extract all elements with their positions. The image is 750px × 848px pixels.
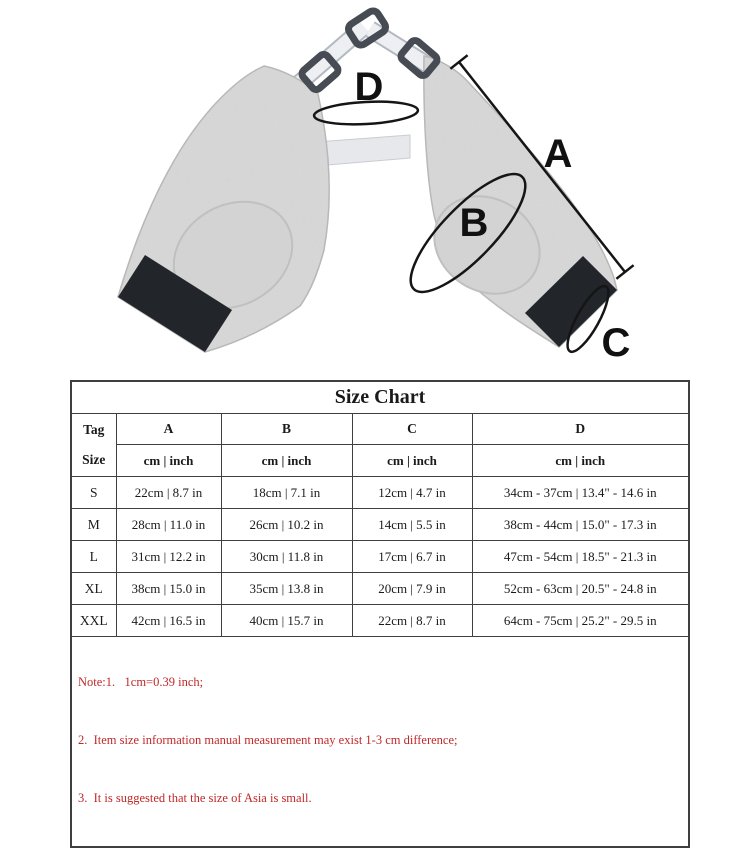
tag-label: Tag <box>83 421 105 437</box>
size-label: Size <box>82 452 106 468</box>
value-d: 52cm - 63cm | 20.5" - 24.8 in <box>472 573 689 605</box>
tag-size-header <box>71 414 116 477</box>
table-row-xxl <box>71 605 689 637</box>
notes-cell <box>71 637 689 848</box>
value-d: 38cm - 44cm | 15.0" - 17.3 in <box>472 509 689 541</box>
value-d: 64cm - 75cm | 25.2" - 29.5 in <box>472 605 689 637</box>
size-tag: XXL <box>71 605 116 637</box>
label-d: D <box>354 65 384 109</box>
value-a: 42cm | 16.5 in <box>116 605 221 637</box>
label-b: B <box>459 201 489 245</box>
value-c: 17cm | 6.7 in <box>352 541 472 573</box>
table-row-l <box>71 541 689 573</box>
value-c: 20cm | 7.9 in <box>352 573 472 605</box>
value-a: 28cm | 11.0 in <box>116 509 221 541</box>
value-b: 30cm | 11.8 in <box>221 541 352 573</box>
size-chart-title: Size Chart <box>71 381 689 414</box>
value-a: 38cm | 15.0 in <box>116 573 221 605</box>
value-c: 12cm | 4.7 in <box>352 477 472 509</box>
table-row-s <box>71 477 689 509</box>
size-tag: L <box>71 541 116 573</box>
size-chart-section <box>70 380 688 848</box>
value-d: 34cm - 37cm | 13.4" - 14.6 in <box>472 477 689 509</box>
value-c: 22cm | 8.7 in <box>352 605 472 637</box>
unit-header-c: cm | inch <box>352 445 472 477</box>
size-chart-table <box>70 380 690 848</box>
value-b: 26cm | 10.2 in <box>221 509 352 541</box>
size-tag: XL <box>71 573 116 605</box>
unit-header-d: cm | inch <box>472 445 689 477</box>
column-header-a: A <box>116 414 221 445</box>
value-b: 18cm | 7.1 in <box>221 477 352 509</box>
note-line-2: 2. Item size information manual measurement may exist 1-3 cm difference; <box>78 733 458 747</box>
product-annotated-image <box>0 0 750 375</box>
value-c: 14cm | 5.5 in <box>352 509 472 541</box>
column-header-b: B <box>221 414 352 445</box>
photo-background <box>0 0 750 375</box>
value-a: 22cm | 8.7 in <box>116 477 221 509</box>
column-header-d: D <box>472 414 689 445</box>
size-tag: S <box>71 477 116 509</box>
value-d: 47cm - 54cm | 18.5" - 21.3 in <box>472 541 689 573</box>
column-header-c: C <box>352 414 472 445</box>
label-c: C <box>601 321 631 365</box>
note-line-3: 3. It is suggested that the size of Asia is small. <box>78 791 312 805</box>
value-b: 40cm | 15.7 in <box>221 605 352 637</box>
product-photo <box>0 0 750 375</box>
value-b: 35cm | 13.8 in <box>221 573 352 605</box>
size-tag: M <box>71 509 116 541</box>
table-row-xl <box>71 573 689 605</box>
unit-header-a: cm | inch <box>116 445 221 477</box>
unit-header-b: cm | inch <box>221 445 352 477</box>
table-row-m <box>71 509 689 541</box>
label-a: A <box>543 132 573 176</box>
value-a: 31cm | 12.2 in <box>116 541 221 573</box>
note-line-1: Note:1. 1cm=0.39 inch; <box>78 675 204 689</box>
